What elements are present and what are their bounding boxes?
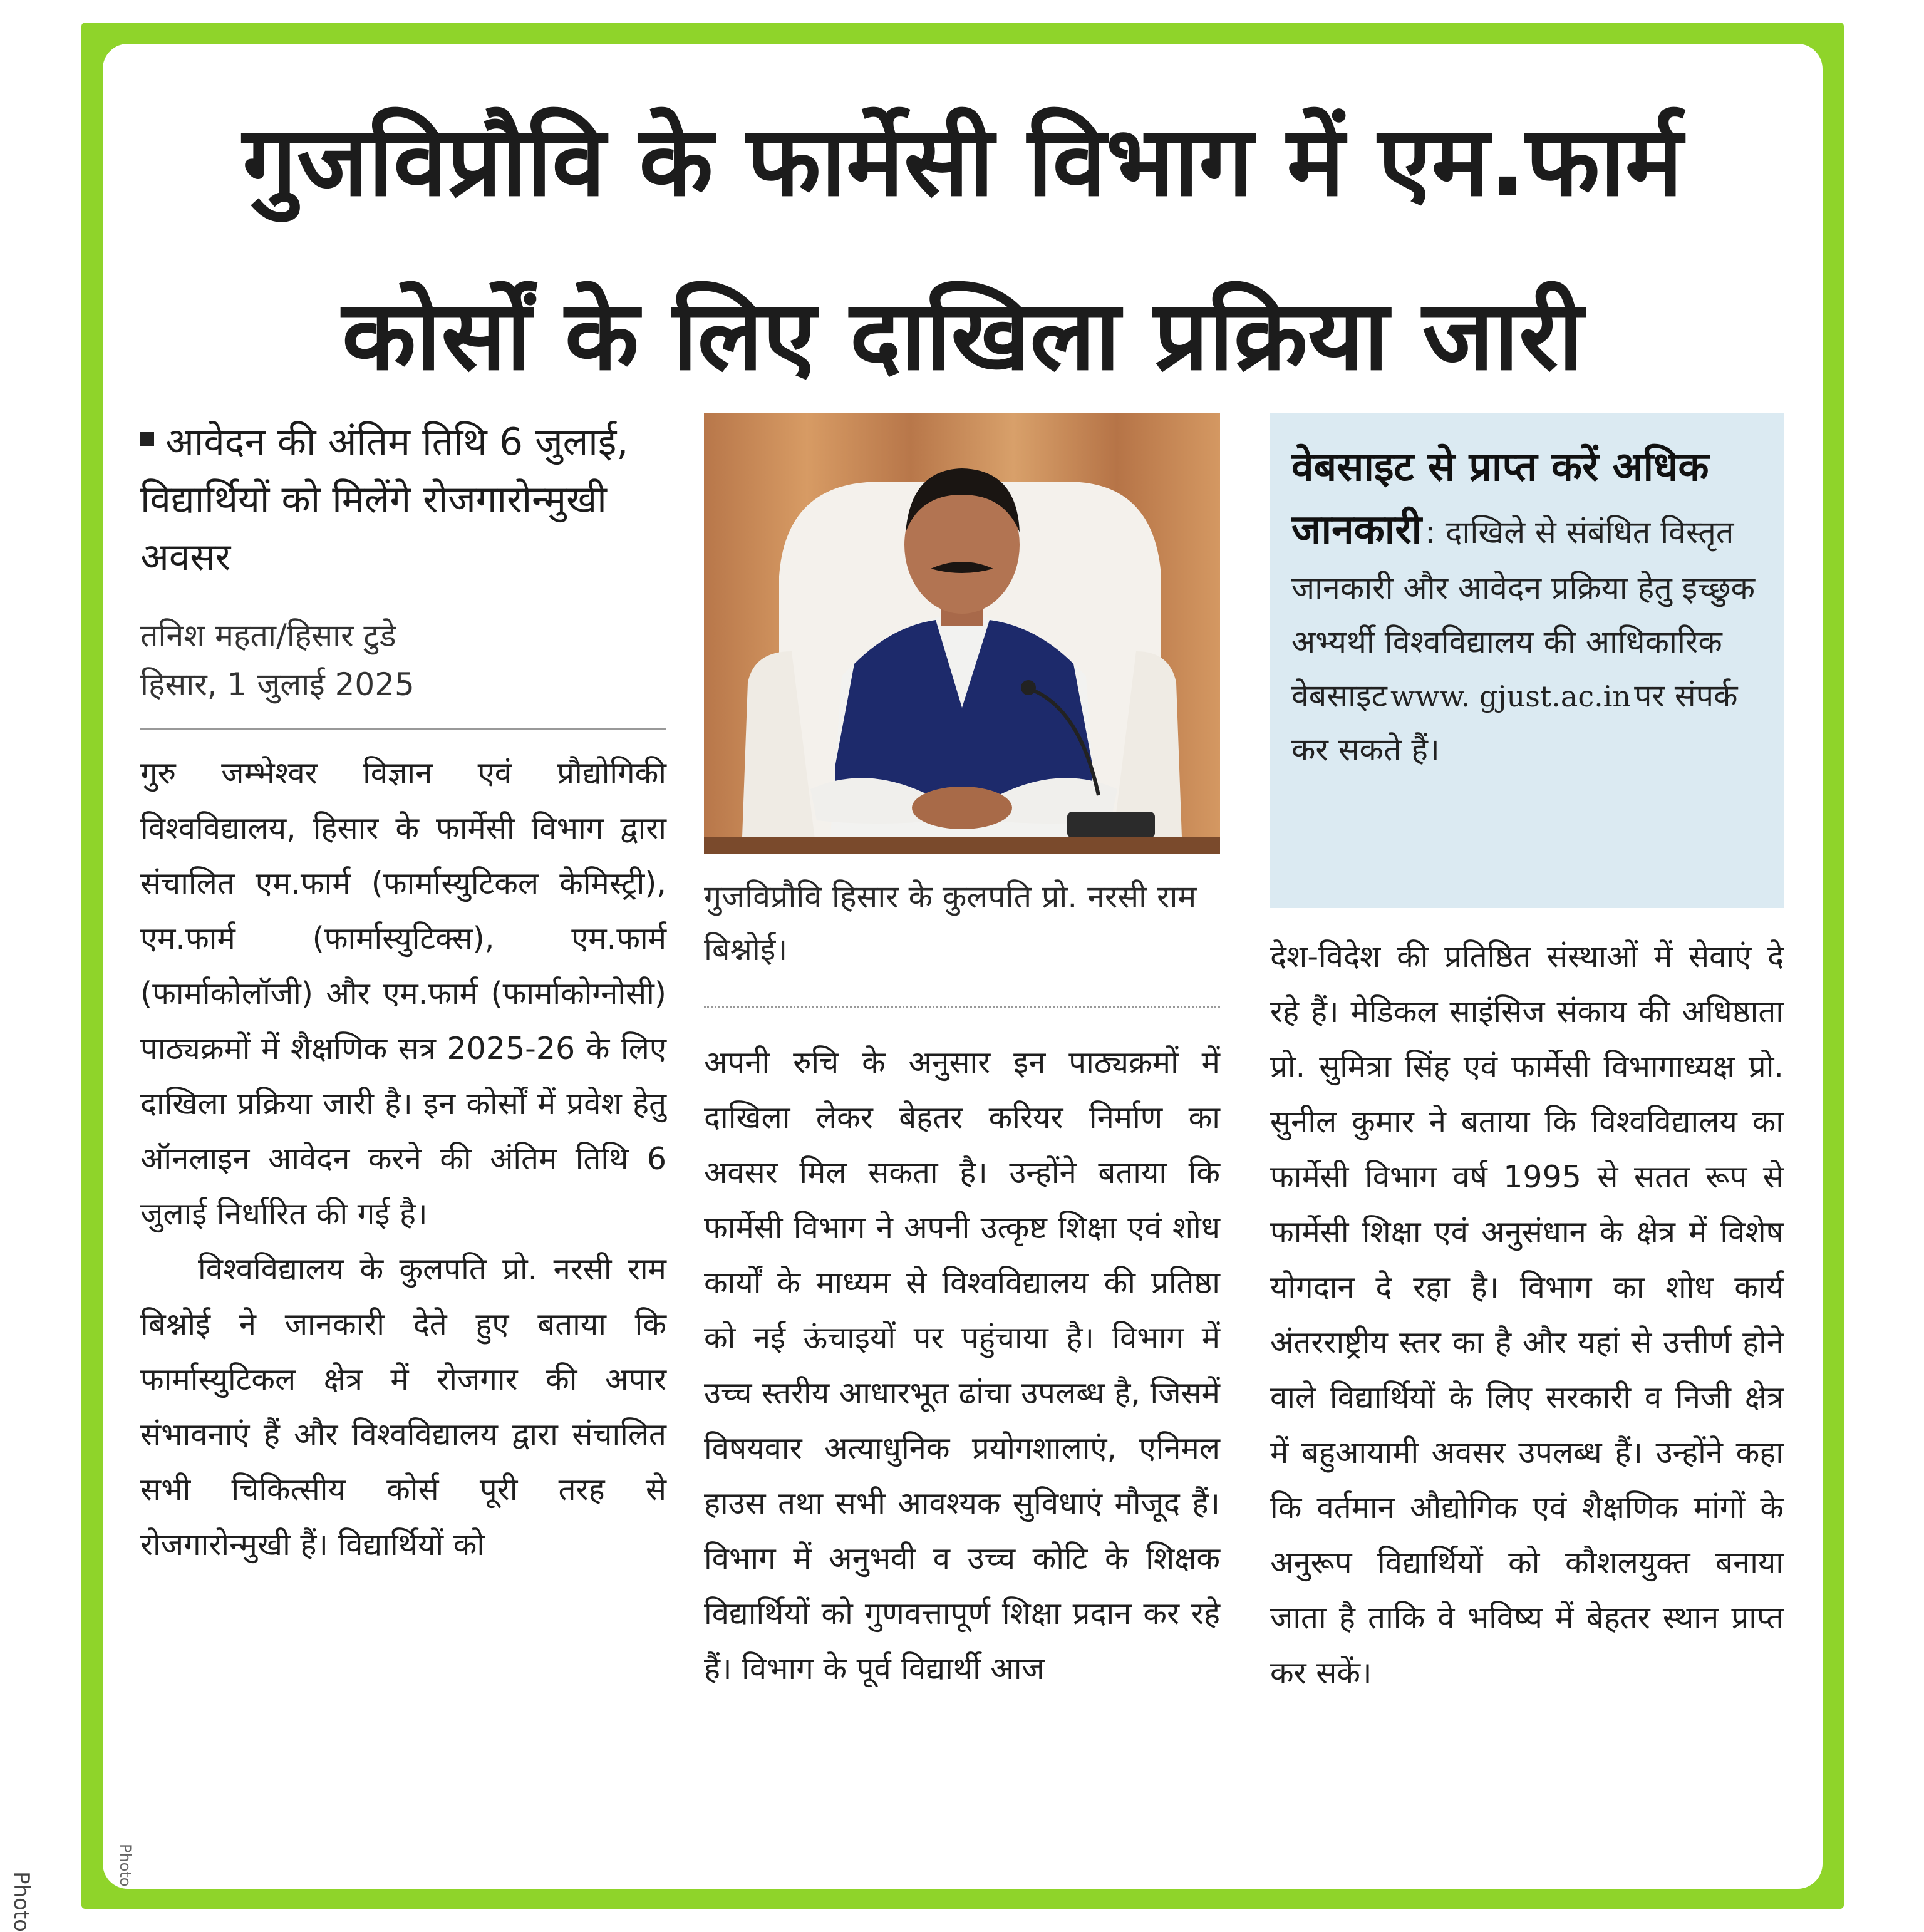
info-box-text: : दाखिले से संबंधित विस्तृत जानकारी और आवेदन प्रक्रिया हेतु इच्छुक अभ्यर्थी विश्वविद्यालय की आधिकारिक वेबसाइट	[1291, 514, 1756, 714]
photo-credit-inner: Photo	[116, 1844, 134, 1887]
column-3	[1270, 413, 1784, 1701]
summary-text: आवेदन की अंतिम तिथि 6 जुलाई, विद्यार्थियों को मिलेंगे रोजगारोन्मुखी अवसर	[140, 420, 629, 579]
photo-credit-outer: Photo	[9, 1871, 34, 1932]
divider	[140, 728, 666, 730]
website-info-box	[1270, 413, 1784, 908]
headline-line-2: कोर्सों के लिए दाखिला प्रक्रिया जारी	[342, 280, 1583, 392]
newspaper-clipping	[103, 44, 1823, 1889]
website-url[interactable]: www. gjust.ac.in	[1390, 679, 1632, 713]
column-2	[704, 413, 1220, 1697]
column-1	[140, 413, 666, 1573]
body-paragraph-4: देश-विदेश की प्रतिष्ठित संस्थाओं में सेवाएं दे रहे हैं। मेडिकल साइंसिज संकाय की अधिष्ठाता प्रो. सुमित्रा सिंह एवं फार्मेसी विभागाध्यक्ष प्रो. सुनील कुमार ने बताया कि विश्वविद्यालय का फार्मेसी विभाग वर्ष 1995 से सतत रूप से फार्मेसी शिक्षा एवं अनुसंधान के क्षेत्र में विशेष योगदान दे रहा है। विभाग का शोध कार्य अंतरराष्ट्रीय स्तर का है और यहां से उत्तीर्ण होने वाले विद्यार्थियों के लिए सरकारी व निजी क्षेत्र में बहुआयामी अवसर उपलब्ध हैं। उन्होंने कहा कि वर्तमान औद्योगिक एवं शैक्षणिक मांगों के अनुरूप विद्यार्थियों को कौशलयुक्त बनाया जाता है ताकि वे भविष्य में बेहतर स्थान प्राप्त कर सकें।	[1270, 939, 1784, 1691]
dotted-divider	[704, 1006, 1220, 1008]
dateline: हिसार, 1 जुलाई 2025	[140, 666, 415, 703]
info-box-heading: वेबसाइट से प्राप्त करें अधिक जानकारी	[1291, 444, 1709, 553]
vice-chancellor-photo	[704, 413, 1220, 854]
summary-highlight	[140, 413, 666, 586]
headline-line-1: गुजविप्रौवि के फार्मेसी विभाग में एम.फार्म	[242, 106, 1683, 218]
info-box-text-end: पर संपर्क कर सकते हैं।	[1291, 678, 1738, 768]
portrait-illustration	[704, 413, 1220, 854]
body-paragraph-2: विश्वविद्यालय के कुलपति प्रो. नरसी राम बिश्नोई ने जानकारी देते हुए बताया कि फार्मास्युटिकल क्षेत्र में रोजगार की अपार संभावनाएं हैं और विश्वविद्यालय द्वारा संचालित सभी चिकित्सीय कोर्स पूरी तरह से रोजगारोन्मुखी हैं। विद्यार्थियों को	[140, 1251, 666, 1563]
bullet-icon	[140, 432, 154, 446]
photo-caption: गुजविप्रौवि हिसार के कुलपति प्रो. नरसी राम बिश्नोई।	[704, 879, 1197, 968]
body-paragraph-1: गुरु जम्भेश्वर विज्ञान एवं प्रौद्योगिकी विश्वविद्यालय, हिसार के फार्मेसी विभाग द्वारा संचालित एम.फार्म (फार्मास्युटिकल केमिस्ट्री), एम.फार्म (फार्मास्युटिक्स), एम.फार्म (फार्माकोलॉजी) और एम.फार्म (फार्माकोग्नोसी) पाठ्यक्रमों में शैक्षणिक सत्र 2025-26 के लिए दाखिला प्रक्रिया जारी है। इन कोर्सों में प्रवेश हेतु ऑनलाइन आवेदन करने की अंतिम तिथि 6 जुलाई निर्धारित की गई है।	[140, 755, 666, 1232]
body-paragraph-3: अपनी रुचि के अनुसार इन पाठ्यक्रमों में दाखिला लेकर बेहतर करियर निर्माण का अवसर मिल सकता है। उन्होंने बताया कि फार्मेसी विभाग ने अपनी उत्कृष्ट शिक्षा एवं शोध कार्यों के माध्यम से विश्वविद्यालय की प्रतिष्ठा को नई ऊंचाइयों पर पहुंचाया है। विभाग में उच्च स्तरीय आधारभूत ढांचा उपलब्ध है, जिसमें विषयवार अत्याधुनिक प्रयोगशालाएं, एनिमल हाउस तथा सभी आवश्यक सुविधाएं मौजूद हैं। विभाग में अनुभवी व उच्च कोटि के शिक्षक विद्यार्थियों को गुणवत्तापूर्ण शिक्षा प्रदान कर रहे हैं। विभाग के पूर्व विद्यार्थी आज	[704, 1045, 1220, 1687]
author-line: तनिश महता/हिसार टुडे	[140, 617, 396, 654]
headline	[140, 75, 1785, 423]
